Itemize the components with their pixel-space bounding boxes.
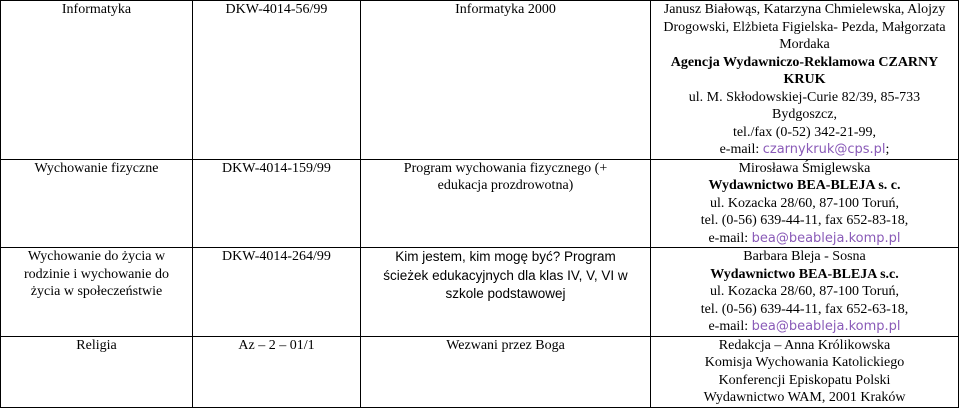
publisher-cell (651, 336, 959, 407)
program-code: Az – 2 – 01/1 (238, 337, 315, 353)
title-cell (361, 336, 651, 407)
phone: tel./fax (0-52) 342-21-99, (732, 124, 877, 140)
street-address: ul. M. Skłodowskiej-Curie 82/39, 85-733 (688, 89, 921, 105)
email-line (653, 318, 956, 336)
table-row (1, 248, 959, 337)
subject: Wychowanie do życia w rodzinie i wychowanie do życia w społeczeństwie (23, 249, 169, 299)
title-cell (361, 159, 651, 248)
email-line (653, 230, 956, 248)
program-code: DKW-4014-159/99 (222, 160, 331, 176)
email-link[interactable]: bea@beableja.komp.pl (751, 319, 901, 334)
email-link[interactable]: bea@beableja.komp.pl (751, 230, 901, 246)
program-code: DKW-4014-56/99 (225, 2, 328, 17)
publisher-name: Agencja Wydawniczo-Reklamowa CZARNY KRUK (670, 54, 939, 87)
publisher-cell (651, 248, 959, 337)
subject-cell (1, 336, 193, 407)
email-label: e-mail: (719, 142, 763, 157)
subject-cell (1, 1, 193, 160)
table-row (1, 336, 959, 407)
publisher-name: Wydawnictwo BEA-BLEJA s.c. (710, 266, 899, 282)
code-cell (193, 248, 361, 337)
street-address: ul. Kozacka 28/60, 87-100 Toruń, (710, 195, 899, 211)
publisher-name: Wydawnictwo BEA-BLEJA s. c. (708, 178, 901, 193)
phone: tel. (0-56) 639-44-11, fax 652-83-18, (700, 213, 909, 228)
email-link[interactable]: czarnykruk@cps.pl (762, 142, 886, 157)
subject: Wychowanie fizyczne (34, 160, 159, 176)
subject-cell (1, 248, 193, 337)
email-label: e-mail: (708, 319, 752, 334)
email-line (653, 141, 956, 159)
authors: Janusz Białowąs, Katarzyna Chmielewska, Alojzy Drogowski, Elżbieta Figielska- Pezda, Małgorzata Mordaka (663, 2, 946, 52)
program-title: Kim jestem, kim mogę być? Program ścieżek edukacyjnych dla klas IV, V, VI w szkole podstawowej (383, 249, 628, 301)
publisher-cell (651, 1, 959, 160)
phone: tel. (0-56) 639-44-11, fax 652-63-18, (700, 301, 909, 317)
editor: Redakcja – Anna Królikowska (718, 337, 891, 353)
subject: Religia (76, 337, 117, 353)
email-label: e-mail: (708, 230, 752, 246)
program-code: DKW-4014-264/99 (222, 249, 331, 264)
publisher-cell (651, 159, 959, 248)
subject: Informatyka (61, 2, 132, 17)
code-cell (193, 159, 361, 248)
authors: Barbara Bleja - Sosna (743, 249, 866, 264)
code-cell (193, 1, 361, 160)
table-row (1, 1, 959, 160)
title-cell (361, 248, 651, 337)
street-address: ul. Kozacka 28/60, 87-100 Toruń, (710, 284, 899, 299)
subject-cell (1, 159, 193, 248)
authors: Mirosława Śmiglewska (738, 160, 871, 176)
city: Bydgoszcz, (772, 107, 837, 122)
title-cell (361, 1, 651, 160)
table-row (1, 159, 959, 248)
program-title: Wezwani przez Boga (446, 337, 565, 353)
code-cell (193, 336, 361, 407)
publisher-line: Komisja Wychowania Katolickiego (704, 355, 905, 370)
publisher-line: Wydawnictwo WAM, 2001 Kraków (703, 390, 906, 405)
program-title: Informatyka 2000 (455, 2, 556, 17)
email-suffix: ; (885, 142, 890, 157)
publisher-line: Konferencji Episkopatu Polski (718, 372, 891, 388)
program-title: Program wychowania fizycznego (+ edukacja prozdrowotna) (403, 160, 608, 193)
